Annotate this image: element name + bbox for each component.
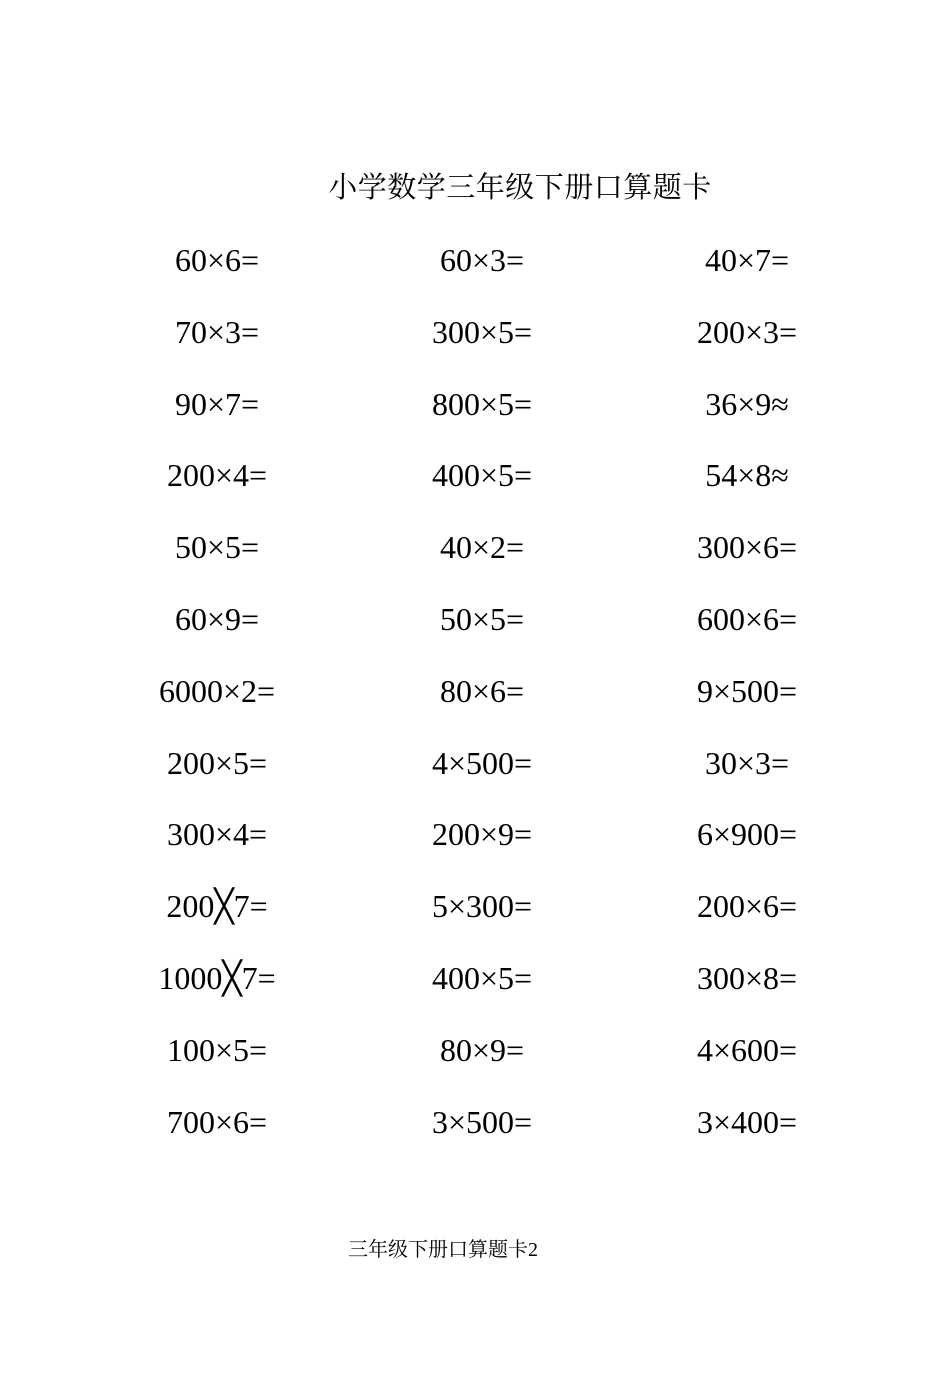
problem-row bbox=[0, 523, 950, 595]
problem-item: 60×3= bbox=[439, 242, 525, 278]
problem-row bbox=[0, 380, 950, 452]
problem-row bbox=[0, 595, 950, 667]
problem-item: 400×5= bbox=[431, 959, 533, 996]
problem-item: 300×4= bbox=[166, 816, 268, 853]
problem-item: 60×9= bbox=[174, 600, 260, 637]
problem-item: 9×500= bbox=[696, 672, 798, 709]
problem-item: 100×5= bbox=[166, 1031, 268, 1068]
problem-row bbox=[0, 954, 950, 1026]
problem-row bbox=[0, 451, 950, 523]
problem-item: 200╳7= bbox=[166, 888, 268, 925]
problem-item: 1000╳7= bbox=[158, 959, 276, 996]
problem-item: 200×9= bbox=[431, 816, 533, 853]
problem-item: 200×6= bbox=[696, 888, 798, 925]
problem-item: 200×3= bbox=[696, 313, 798, 350]
problem-item: 54×8≈ bbox=[705, 457, 789, 494]
problem-item: 400×5= bbox=[431, 457, 533, 494]
problem-row bbox=[0, 882, 950, 954]
page-footer: 三年级下册口算题卡2 bbox=[348, 1239, 538, 1261]
problem-item: 6000×2= bbox=[158, 672, 276, 709]
problem-item: 300×8= bbox=[696, 959, 798, 996]
problem-item: 200×4= bbox=[166, 457, 268, 494]
problem-item: 50×5= bbox=[439, 600, 525, 637]
problem-item: 300×5= bbox=[431, 313, 533, 350]
problem-item: 6×900= bbox=[696, 816, 798, 853]
problem-item: 90×7= bbox=[174, 385, 260, 422]
problem-item: 80×9= bbox=[439, 1031, 525, 1068]
problem-row bbox=[0, 739, 950, 811]
problem-item: 36×9≈ bbox=[705, 385, 789, 422]
problem-item: 40×2= bbox=[439, 529, 525, 566]
problem-item: 40×7= bbox=[704, 242, 790, 278]
problem-item: 3×400= bbox=[696, 1103, 798, 1140]
problem-item: 600×6= bbox=[696, 600, 798, 637]
problem-item: 80×6= bbox=[439, 672, 525, 709]
problem-item: 70×3= bbox=[174, 313, 260, 350]
problem-item: 60×6= bbox=[174, 242, 260, 278]
problem-item: 800×5= bbox=[431, 385, 533, 422]
problem-item: 5×300= bbox=[431, 888, 533, 925]
problem-row bbox=[0, 810, 950, 882]
problem-row bbox=[0, 667, 950, 739]
problem-item: 50×5= bbox=[174, 529, 260, 566]
problem-item: 300×6= bbox=[696, 529, 798, 566]
problem-item: 30×3= bbox=[704, 744, 790, 781]
problem-item: 4×600= bbox=[696, 1031, 798, 1068]
problem-row bbox=[0, 308, 950, 380]
problem-item: 3×500= bbox=[431, 1103, 533, 1140]
problem-row bbox=[0, 1026, 950, 1098]
problem-item: 700×6= bbox=[166, 1103, 268, 1140]
page-title: 小学数学三年级下册口算题卡 bbox=[328, 172, 712, 204]
problem-row bbox=[0, 1098, 950, 1170]
problem-grid bbox=[0, 236, 950, 1169]
problem-item: 200×5= bbox=[166, 744, 268, 781]
problem-row bbox=[0, 236, 950, 308]
problem-item: 4×500= bbox=[431, 744, 533, 781]
